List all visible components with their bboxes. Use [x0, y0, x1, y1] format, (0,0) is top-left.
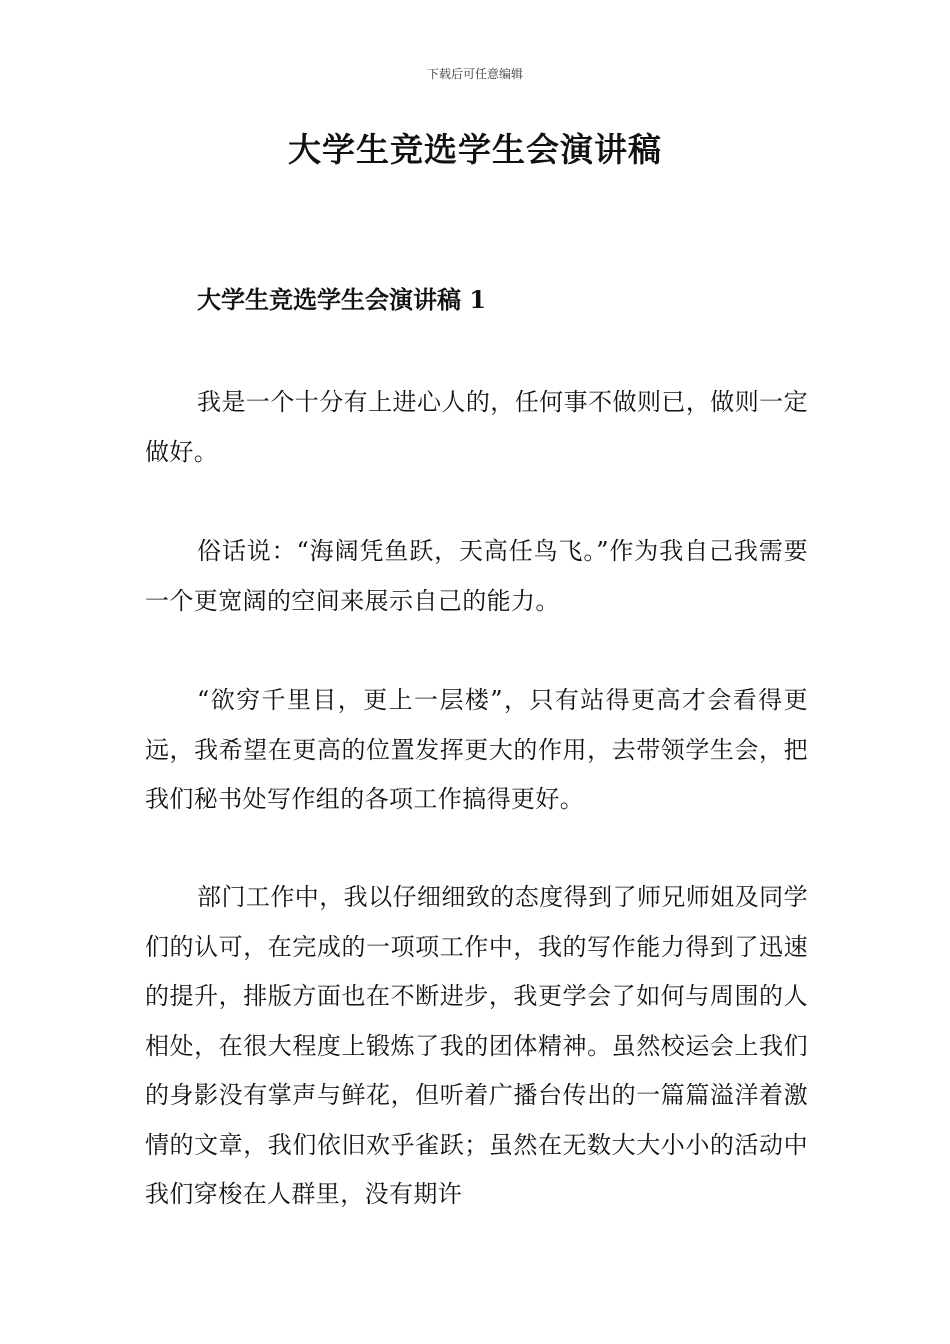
- section-heading: 大学生竞选学生会演讲稿 1: [197, 285, 487, 314]
- paragraph: 我是一个十分有上进心人的，任何事不做则已，做则一定做好。: [145, 388, 808, 466]
- paragraph: 部门工作中，我以仔细细致的态度得到了师兄师姐及同学们的认可，在完成的一项项工作中，我的写作能力得到了迅速的提升，排版方面也在不断进步，我更学会了如何与周围的人相处，在很大程度上锻炼了我的团体精神。虽然校运会上我们的身影没有掌声与鲜花，但听着广播台传出的一篇篇溢洋着激情的文章，我们依旧欢乎雀跃；虽然在无数大大小小的活动中我们穿梭在人群里，没有期许: [145, 883, 808, 1208]
- document-title: 大学生竞选学生会演讲稿: [288, 130, 662, 169]
- paragraph: 俗话说：“海阔凭鱼跃，天高任鸟飞。”作为我自己我需要一个更宽阔的空间来展示自己的能力。: [145, 537, 808, 615]
- header-note: 下载后可任意编辑: [426, 67, 523, 81]
- paragraph: “欲穷千里目，更上一层楼”，只有站得更高才会看得更远，我希望在更高的位置发挥更大的作用，去带领学生会，把我们秘书处写作组的各项工作搞得更好。: [145, 686, 808, 813]
